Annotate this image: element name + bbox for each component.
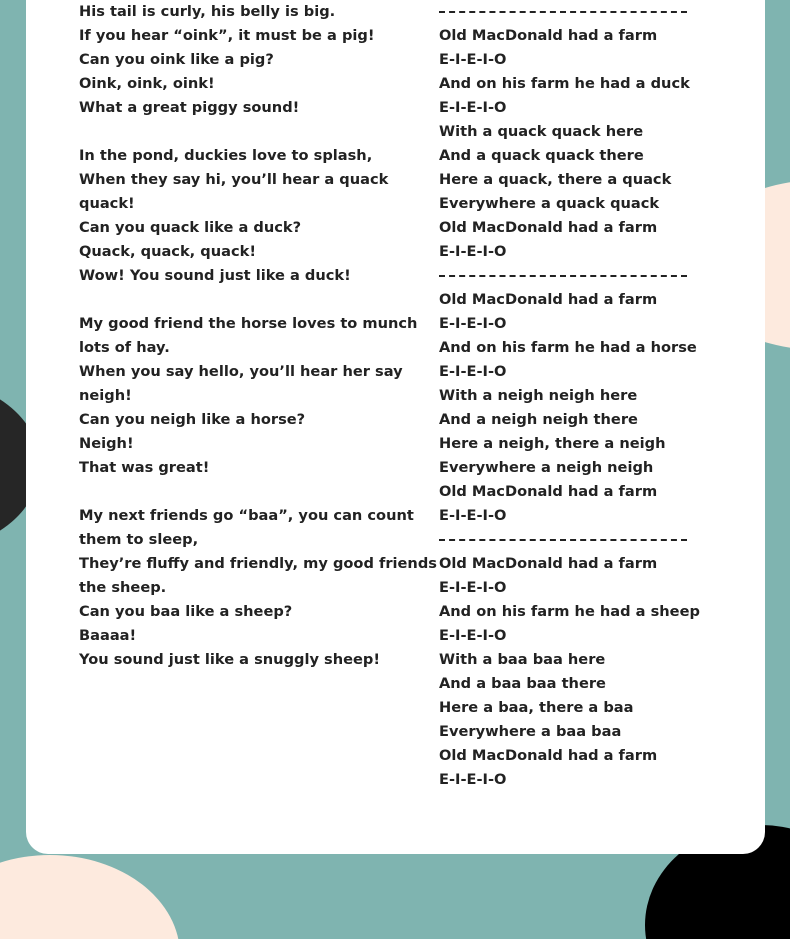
story-line: My good friend the horse loves to munch: [79, 315, 418, 332]
blank-line: [79, 120, 419, 144]
lyric-line: Here a baa, there a baa: [439, 699, 634, 716]
lyric-line: And on his farm he had a sheep: [439, 603, 700, 620]
story-line: Can you oink like a pig?: [79, 51, 274, 68]
lyric-line: Old MacDonald had a farm: [439, 555, 658, 572]
lyric-line: And on his farm he had a duck: [439, 75, 690, 92]
lyric-line: E-I-E-I-O: [439, 579, 507, 596]
lyric-line: And a neigh neigh there: [439, 411, 638, 428]
lyric-line: And a quack quack there: [439, 147, 644, 164]
lyric-line: And on his farm he had a horse: [439, 339, 697, 356]
song-lyrics-column: [439, 0, 739, 792]
lyric-line: Everywhere a quack quack: [439, 195, 660, 212]
lyric-line: Everywhere a baa baa: [439, 723, 622, 740]
lyric-line: E-I-E-I-O: [439, 627, 507, 644]
story-line: You sound just like a snuggly sheep!: [79, 651, 381, 668]
story-line: Neigh!: [79, 435, 134, 452]
lyric-line: Old MacDonald had a farm: [439, 27, 658, 44]
story-line: That was great!: [79, 459, 210, 476]
blank-line: [79, 288, 419, 312]
lyric-line: Old MacDonald had a farm: [439, 747, 658, 764]
lyric-line: Here a neigh, there a neigh: [439, 435, 666, 452]
lyric-line: Old MacDonald had a farm: [439, 291, 658, 308]
lyric-line: Old MacDonald had a farm: [439, 483, 658, 500]
story-line: They’re fluffy and friendly, my good friends: [79, 555, 437, 572]
lyric-line: E-I-E-I-O: [439, 315, 507, 332]
story-line: When you say hello, you’ll hear her say: [79, 363, 403, 380]
story-line: If you hear “oink”, it must be a pig!: [79, 27, 375, 44]
story-line: Oink, oink, oink!: [79, 75, 215, 92]
lyric-line: E-I-E-I-O: [439, 771, 507, 788]
story-line: neigh!: [79, 387, 132, 404]
lyric-line: E-I-E-I-O: [439, 99, 507, 116]
story-text-column: [79, 0, 437, 672]
lyric-line: Here a quack, there a quack: [439, 171, 672, 188]
lyric-line: E-I-E-I-O: [439, 363, 507, 380]
story-line: His tail is curly, his belly is big.: [79, 3, 336, 20]
story-line: In the pond, duckies love to splash,: [79, 147, 373, 164]
lyric-line: And a baa baa there: [439, 675, 606, 692]
lyric-line: With a quack quack here: [439, 123, 644, 140]
story-line: Can you quack like a duck?: [79, 219, 302, 236]
story-line: When they say hi, you’ll hear a quack: [79, 171, 389, 188]
story-line: quack!: [79, 195, 135, 212]
lyric-line: Old MacDonald had a farm: [439, 219, 658, 236]
story-line: Baaaa!: [79, 627, 137, 644]
lyric-line: Everywhere a neigh neigh: [439, 459, 654, 476]
story-line: Wow! You sound just like a duck!: [79, 267, 351, 284]
story-line: lots of hay.: [79, 339, 170, 356]
story-line: Quack, quack, quack!: [79, 243, 256, 260]
story-line: What a great piggy sound!: [79, 99, 300, 116]
lyric-line: With a neigh neigh here: [439, 387, 638, 404]
lyric-line: With a baa baa here: [439, 651, 606, 668]
blank-line: [79, 480, 419, 504]
dashed-divider: [439, 528, 739, 552]
lyric-line: E-I-E-I-O: [439, 507, 507, 524]
dashed-divider: [439, 264, 739, 288]
lyric-line: E-I-E-I-O: [439, 243, 507, 260]
decorative-cream-blob-bottom: [0, 855, 180, 939]
story-line: the sheep.: [79, 579, 167, 596]
story-line: Can you neigh like a horse?: [79, 411, 306, 428]
story-line: Can you baa like a sheep?: [79, 603, 293, 620]
lyric-line: E-I-E-I-O: [439, 51, 507, 68]
dashed-divider: [439, 0, 739, 24]
story-line: them to sleep,: [79, 531, 199, 548]
story-line: My next friends go “baa”, you can count: [79, 507, 414, 524]
